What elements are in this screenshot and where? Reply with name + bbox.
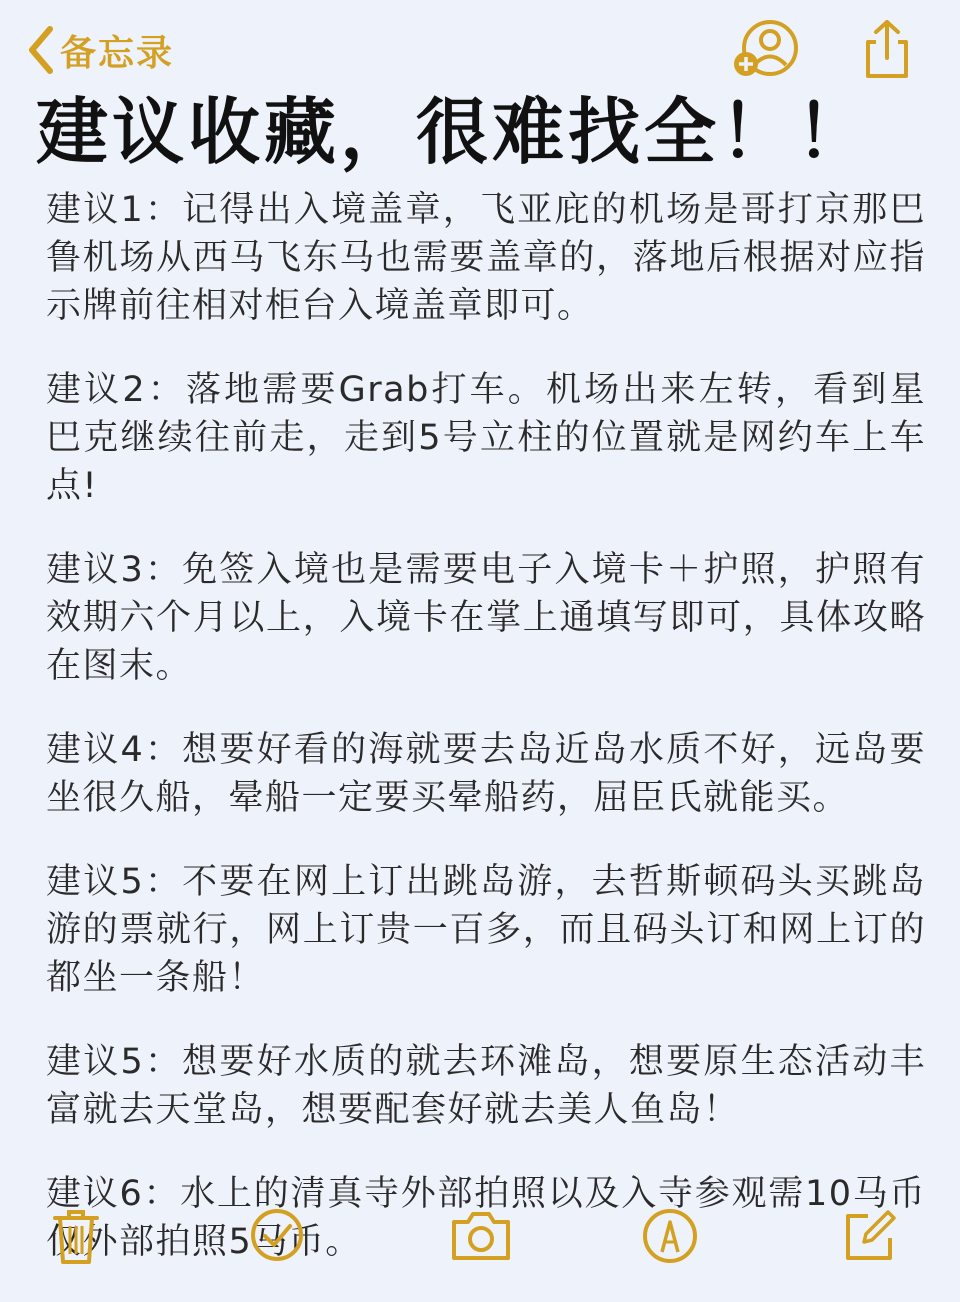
pen-tip-icon (642, 1208, 698, 1264)
share-button[interactable] (862, 18, 912, 84)
share-note-button[interactable] (732, 18, 798, 84)
share-icon (862, 18, 912, 80)
page-title: 建议收藏，很难找全！！ (36, 90, 873, 174)
add-person-icon (732, 18, 798, 80)
top-toolbar (0, 0, 960, 90)
bottom-toolbar (0, 1200, 960, 1280)
note-paragraph: 建议5：想要好水质的就去环滩岛，想要原生态活动丰富就去天堂岛，想要配套好就去美人鱼岛！ (46, 1042, 926, 1130)
checklist-button[interactable] (250, 1208, 304, 1266)
back-button[interactable] (26, 22, 174, 78)
note-paragraph: 建议1：记得出入境盖章，飞亚庇的机场是哥打京那巴鲁机场从西马飞东马也需要盖章的，落地后根据对应指示牌前往相对柜台入境盖章即可。 (46, 190, 926, 326)
markup-button[interactable] (642, 1208, 698, 1268)
trash-icon (52, 1208, 100, 1266)
note-paragraph: 建议4：想要好看的海就要去岛近岛水质不好，远岛要坐很久船，晕船一定要买晕船药，屈臣氏就能买。 (46, 730, 926, 818)
compose-button[interactable] (842, 1208, 898, 1268)
back-label: 备忘录 (60, 32, 175, 74)
delete-button[interactable] (52, 1208, 100, 1270)
note-body[interactable] (46, 186, 926, 1302)
camera-icon (450, 1208, 512, 1262)
compose-icon (842, 1208, 898, 1264)
chevron-left-icon (26, 25, 56, 75)
note-paragraph: 建议6：水上的清真寺外部拍照以及入寺参观需10马币仅外部拍照5马币。 (46, 1174, 926, 1262)
note-paragraph: 建议2：落地需要Grab打车。机场出来左转，看到星巴克继续往前走，走到5号立柱的位置就是网约车上车点! (46, 370, 926, 506)
checkmark-circle-icon (250, 1208, 304, 1262)
note-paragraph: 建议5：不要在网上订出跳岛游，去哲斯顿码头买跳岛游的票就行，网上订贵一百多，而且码头订和网上订的都坐一条船！ (46, 862, 926, 998)
camera-button[interactable] (450, 1208, 512, 1266)
note-paragraph: 建议3：免签入境也是需要电子入境卡＋护照，护照有效期六个月以上，入境卡在掌上通填写即可，具体攻略在图末。 (46, 550, 926, 686)
